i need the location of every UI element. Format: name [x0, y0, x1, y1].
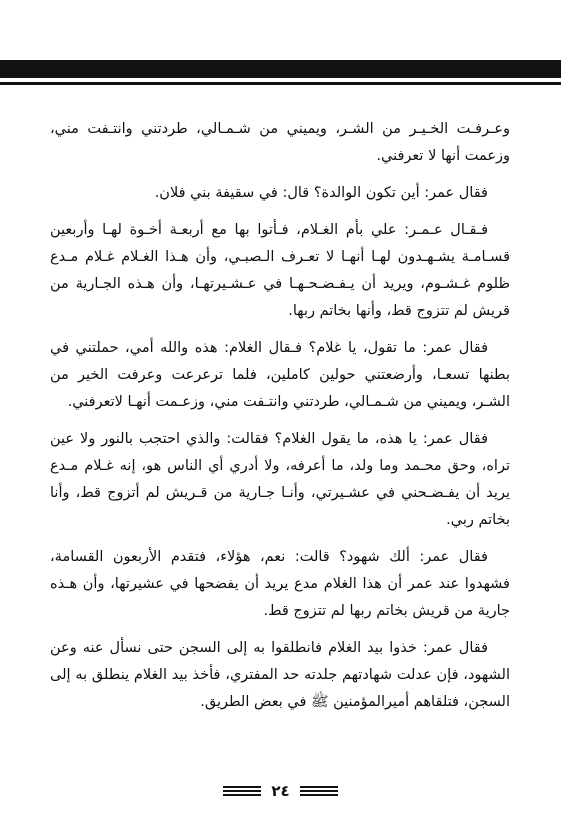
paragraph: فـقـال عـمـر: علي بأم الغـلام، فـأتوا بها مع أربعـة أخـوة لهـا وأربعين قسـامـة يشـهـدون لهـا أنهـا لا تعـرف الـصبـي، وأن هـذا الغـلام غـلام مـدع ظلوم غـشـوم، ويريد أن يـفـضـحـهـا في عـشـيرتهـا، وأن هـذه الجـارية من قريش لم تتزوج قط، وأنها بخاتم ربها.	[50, 222, 510, 319]
paragraph: فقال عمر: ما تقول، يا غلام؟ فـقال الغلام: هذه والله أمي، حملتني في بطنها تسعـا، وأرضعتني حولين كاملين، فلما ترعرعت وعرفت الخير من الشـر، ويميني من شـمـالي، طردتني وانتـفت مني، وزعـمت أنهـا لاتعرفني.	[50, 340, 510, 410]
paragraph: فقال عمر: ألك شهود؟ قالت: نعم، هؤلاء، فتقدم الأربعون القسامة، فشهدوا عند عمر أن هذا الغلام مدع يريد أن يفضحها في عشيرتها، وأن هـذه جارية من قريش بخاتم ربها لم تتزوج قط.	[50, 549, 510, 619]
page-body	[50, 116, 510, 726]
paragraph: وعـرفـت الخـيـر من الشـر، ويميني من شـمـالي، طردتني وانتـفت مني، وزعمت أنها لا تعرفني.	[50, 121, 510, 164]
paragraph: فقال عمر: يا هذه، ما يقول الغلام؟ فقالت: والذي احتجب بالنور ولا عين تراه، وحق محـمد وما ولد، ما أعرفه، ولا أدري أي الناس هو، إنه غـلام مـدع يريد أن يفـضـحني في عشـيرتي، وأنـا جـارية من قـريش لم أتزوج قط، وأنا بخاتم ربي.	[50, 431, 510, 528]
page-number: ٢٤	[271, 782, 290, 800]
footer-rule-right	[300, 786, 338, 796]
header-rule-thin	[0, 82, 561, 85]
header-rule-thick	[0, 60, 561, 78]
paragraph: فقال عمر: أين تكون الوالدة؟ قال: في سقيفة بني فلان.	[154, 185, 488, 201]
footer-rule-left	[223, 786, 261, 796]
paragraph: فقال عمر: خذوا بيد الغلام فانطلقوا به إلى السجن حتى نسأل عنه وعن الشهود، فإن عدلت شهادتهم جلدته حد المفتري، فأخذ بيد الغلام ينطلق به إلى السجن، فتلقاهم أميرالمؤمنين ﷺ في بعض الطريق.	[50, 640, 510, 710]
page-footer	[0, 780, 561, 802]
